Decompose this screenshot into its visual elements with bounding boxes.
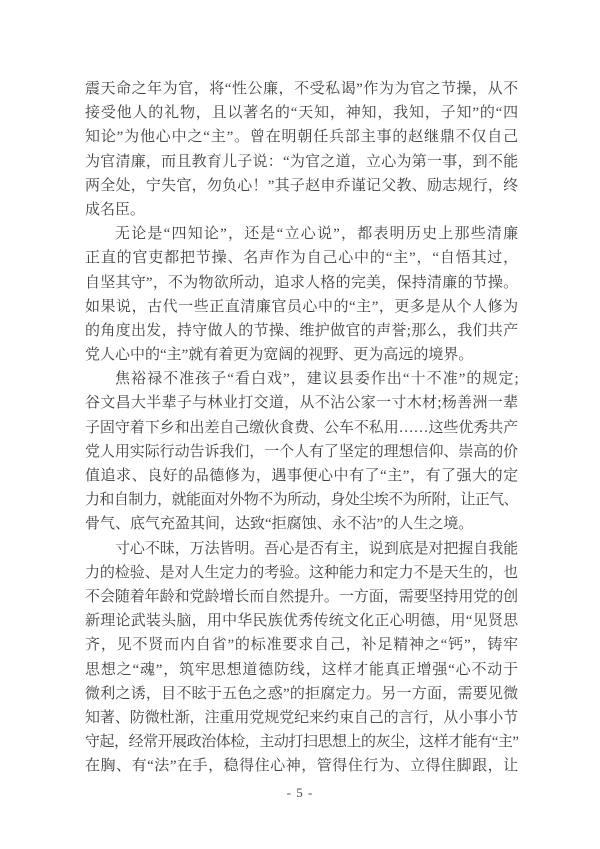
- text-line: 微利之诱，目不眩于五色之惑”的拒腐定力。另一方面，需要见微: [85, 685, 518, 702]
- paragraph: [85, 537, 518, 779]
- paragraph: [85, 367, 518, 536]
- text-line: 如果说，古代一些正直清廉官员心中的“主”，更多是从个人修为: [85, 298, 518, 315]
- text-line: 为官清廉，而且教育儿子说：“为官之道，立心为第一事，到不能: [85, 153, 518, 170]
- text-line: 值追求、良好的品德修为，遇事便心中有了“主”，有了强大的定: [85, 468, 518, 484]
- text-line: 力的检验、是对人生定力的考验。这种能力和定力不是天生的，也: [85, 564, 518, 581]
- text-line: 不会随着年龄和党龄增长而自然提升。一方面，需要坚持用党的创: [85, 588, 518, 605]
- text-line: 知论”为他心中之“主”。曾在明朝任兵部主事的赵继鼎不仅自己: [85, 129, 518, 146]
- page-footer: [0, 783, 600, 803]
- paragraph: [85, 77, 518, 222]
- text-line: 思想之“魂”，筑牢思想道德防线，这样才能真正增强“心不动于: [85, 661, 518, 678]
- text-line: 子固守着下乡和出差自己缴伙食费、公车不私用……这些优秀共产: [85, 419, 518, 436]
- text-line: 知著、防微杜渐，注重用党规党纪来约束自己的言行，从小事小节: [85, 709, 518, 726]
- paragraph: [85, 222, 518, 367]
- page-number: - 5 -: [286, 785, 314, 800]
- text-line: 无论是“四知论”，还是“立心说”，都表明历史上那些清廉: [115, 226, 518, 243]
- text-line: 新理论武装头脑，用中华民族优秀传统文化正心明德，用“见贤思: [85, 613, 518, 630]
- text-line: 力和自制力，就能面对外物不为所动，身处尘埃不为所附，让正气、: [85, 492, 518, 509]
- text-line: 的角度出发，持守做人的节操、维护做官的声誉;那么，我们共产: [85, 322, 518, 339]
- text-line: 党人心中的“主”就有着更为宽阔的视野、更为高远的境界。: [85, 347, 474, 364]
- text-line: 谷文昌大半辈子与林业打交道，从不沾公家一寸木材;杨善洲一辈: [85, 395, 518, 412]
- text-line: 守起，经常开展政治体检，主动打扫思想上的灰尘，这样才能有“主”: [85, 734, 518, 751]
- text-line: 焦裕禄不准孩子“看白戏”，建议县委作出“十不准”的规定;: [115, 371, 518, 388]
- text-line: 党人用实际行动告诉我们，一个人有了坚定的理想信仰、崇高的价: [85, 443, 518, 460]
- text-line: 成名臣。: [85, 201, 146, 218]
- text-line: 齐，见不贤而内自省”的标准要求自己，补足精神之“钙”，铸牢: [85, 637, 518, 654]
- text-line: 两全处，宁失官，勿负心！”其子赵申乔谨记父教、励志规行，终: [85, 177, 518, 194]
- text-line: 在胸、有“法”在手，稳得住心神，管得住行为、立得住脚跟，让: [85, 758, 518, 775]
- text-line: 寸心不昧，万法皆明。吾心是否有主，说到底是对把握自我能: [115, 540, 518, 557]
- text-line: 接受他人的礼物，且以著名的“天知，神知，我知，子知”的“四: [85, 105, 518, 122]
- text-line: 骨气、底气充盈其间，达致“拒腐蚀、永不沾”的人生之境。: [85, 516, 474, 533]
- text-line: 正直的官吏都把节操、名声作为自己心中的“主”，“自悟其过，: [85, 250, 518, 267]
- text-line: 自坚其守”，不为物欲所动，追求人格的完美，保持清廉的节操。: [85, 274, 518, 291]
- text-line: 震天命之年为官，将“性公廉，不受私谒”作为为官之节操，从不: [85, 81, 518, 97]
- document-body: [85, 77, 518, 778]
